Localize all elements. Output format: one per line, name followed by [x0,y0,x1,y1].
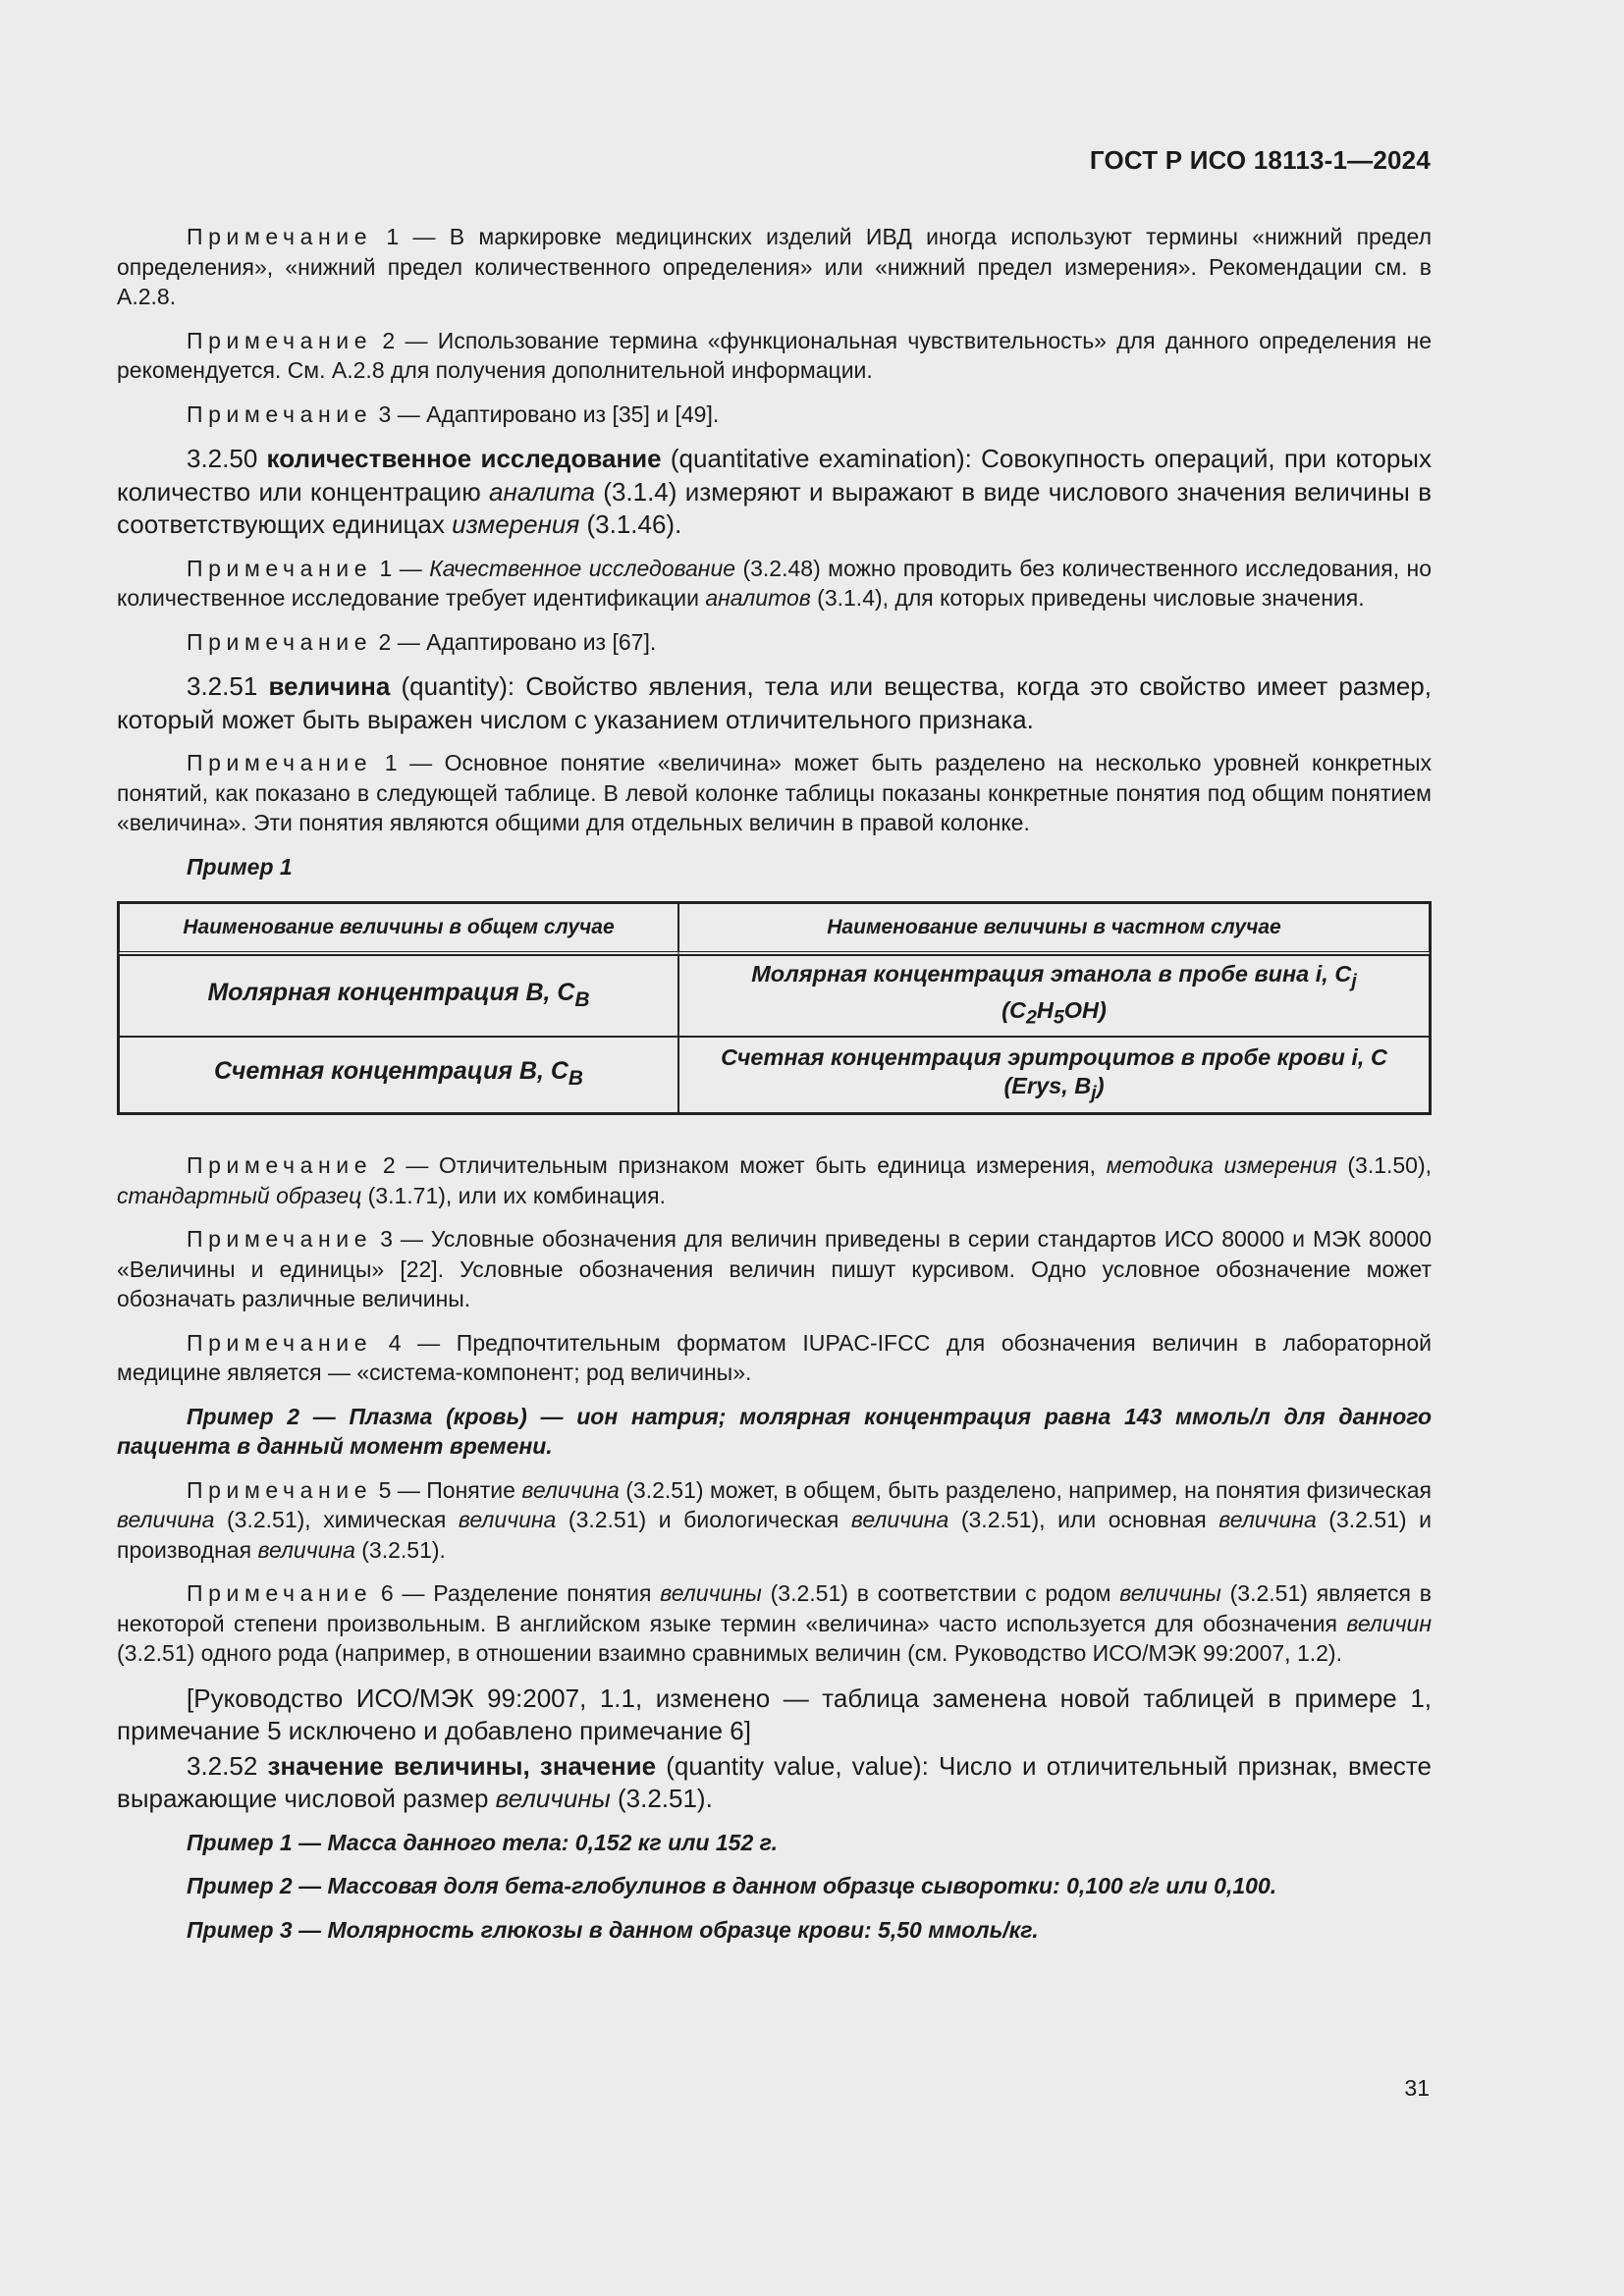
page-content [117,222,1432,1958]
note-paragraph: Примечание 4 — Предпочтительным форматом IUPAC-IFCC для обозначения величин в лабораторной медицине является — «система-компонент; род величины». [117,1329,1432,1386]
example-paragraph: Пример 2 — Плазма (кровь) — ион натрия; молярная концентрация равна 143 ммоль/л для данного пациента в данный момент времени. [117,1403,1432,1460]
table-row [119,1037,1430,1113]
term-title: значение величины, значение [267,1750,657,1781]
table-cell: Молярная концентрация B, $C_B$ [119,955,678,1037]
term-title: количественное исследование [266,444,662,473]
example-label: Пример 1 [187,853,293,880]
term-3-2-52: 3.2.52 значение величины, значение (quantity value, value): Число и отличительный признак, вместе выражающие числовой размер величины (3.2.51). [117,1750,1432,1814]
note-label: Примечание [187,327,373,353]
term-3-2-51: 3.2.51 величина (quantity): Свойство явления, тела или вещества, когда это свойство имеет размер, который может быть выражен числом с указанием отличительного признака. [117,671,1432,734]
document-header: ГОСТ Р ИСО 18113-1—2024 [1089,145,1431,175]
note-label: Примечание [187,628,373,655]
note-paragraph: Примечание 3 — Адаптировано из [35] и [49]. [187,400,720,427]
term-title: величина [268,671,391,701]
term-number: 3.2.52 [187,1750,258,1781]
note-label: Примечание [187,1580,373,1607]
table-header-cell: Наименование величины в частном случае [678,903,1430,955]
source-reference: [Руководство ИСО/МЭК 99:2007, 1.1, изменено — таблица заменена новой таблицей в примере 1, примечание 5 исключено и добавлено примечание 6] [117,1682,1432,1746]
note-label: Примечание [187,555,373,581]
note-paragraph: Примечание 2 — Отличительным признаком может быть единица измерения, методика измерения (3.1.50), стандартный образец (3.1.71), или их комбинация. [117,1152,1433,1208]
term-3-2-50: 3.2.50 количественное исследование (quantitative examination): Совокупность операций, при которых количество или концентрацию аналита (3.1.4) измеряют и выражают в виде числового значения величины в соответствующих единицах измерения (3.1.46). [117,444,1433,539]
note-paragraph: Примечание 6 — Разделение понятия величины (3.2.51) в соответствии с родом величины (3.2.51) является в некоторой степени произвольным. В английском языке термин «величина» часто используется для обозначения величин (3.2.51) одного рода (например, в отношении взаимно сравнимых величин (см. Руководство ИСО/МЭК 99:2007, 1.2). [117,1580,1432,1667]
example-paragraph: Пример 2 — Массовая доля бета-глобулинов в данном образце сыворотки: 0,100 г/г или 0,100. [187,1873,1277,1899]
term-number: 3.2.51 [187,671,258,701]
note-paragraph: Примечание 1 — В маркировке медицинских изделий ИВД иногда используют термины «нижний предел определения», «нижний предел количественного определения» или «нижний предел измерения». Рекомендации см. в А.2.8. [117,224,1432,309]
term-number: 3.2.50 [187,444,258,473]
note-paragraph: Примечание 2 — Адаптировано из [67]. [187,628,657,655]
note-label: Примечание [187,1329,373,1356]
note-label: Примечание [187,224,373,249]
note-paragraph: Примечание 1 — Качественное исследование (3.2.48) можно проводить без количественного исследования, но количественное исследование требует идентификации аналитов (3.1.4), для которых приведены числовые значения. [117,555,1432,611]
page-number: 31 [1404,2075,1430,2101]
note-label: Примечание [187,1476,373,1503]
note-label: Примечание [187,1152,373,1179]
note-label: Примечание [187,400,373,427]
table-cell: Молярная концентрация этанола в пробе вина i, $C_j$ $(C_2H_5OH)$ [678,955,1430,1037]
table-header-cell: Наименование величины в общем случае [119,903,678,955]
example-paragraph: Пример 1 — Масса данного тела: 0,152 кг или 152 г. [187,1829,778,1855]
example-paragraph: Пример 3 — Молярность глюкозы в данном образце крови: 5,50 ммоль/кг. [187,1916,1039,1943]
table-row [119,955,1430,1037]
table-cell: Счетная концентрация эритроцитов в пробе крови i, C (Erys, $B_j$) [678,1037,1430,1113]
note-paragraph: Примечание 5 — Понятие величина (3.2.51) может, в общем, быть разделено, например, на понятия физическая величина (3.2.51), химическая величина (3.2.51) и биологическая величина (3.2.51), или основная величина (3.2.51) и производная величина (3.2.51). [117,1476,1432,1563]
note-label: Примечание [187,1226,373,1253]
note-paragraph: Примечание 2 — Использование термина «функциональная чувствительность» для данного определения не рекомендуется. См. А.2.8 для получения дополнительной информации. [117,327,1432,383]
quantity-table [117,901,1432,1115]
table-header-row [119,903,1430,955]
note-label: Примечание [187,750,373,775]
note-paragraph: Примечание 3 — Условные обозначения для величин приведены в серии стандартов ИСО 80000 и МЭК 80000 «Величины и единицы» [22]. Условные обозначения величин пишут курсивом. Одно условное обозначение может обозначать различные величины. [117,1226,1432,1312]
table-cell: Счетная концентрация B, $C_B$ [119,1037,678,1113]
note-paragraph: Примечание 1 — Основное понятие «величина» может быть разделено на несколько уровней конкретных понятий, как показано в следующей таблице. В левой колонке таблицы показаны конкретные понятия под общим понятием «величина». Эти понятия являются общими для отдельных величин в правой колонке. [117,750,1432,835]
